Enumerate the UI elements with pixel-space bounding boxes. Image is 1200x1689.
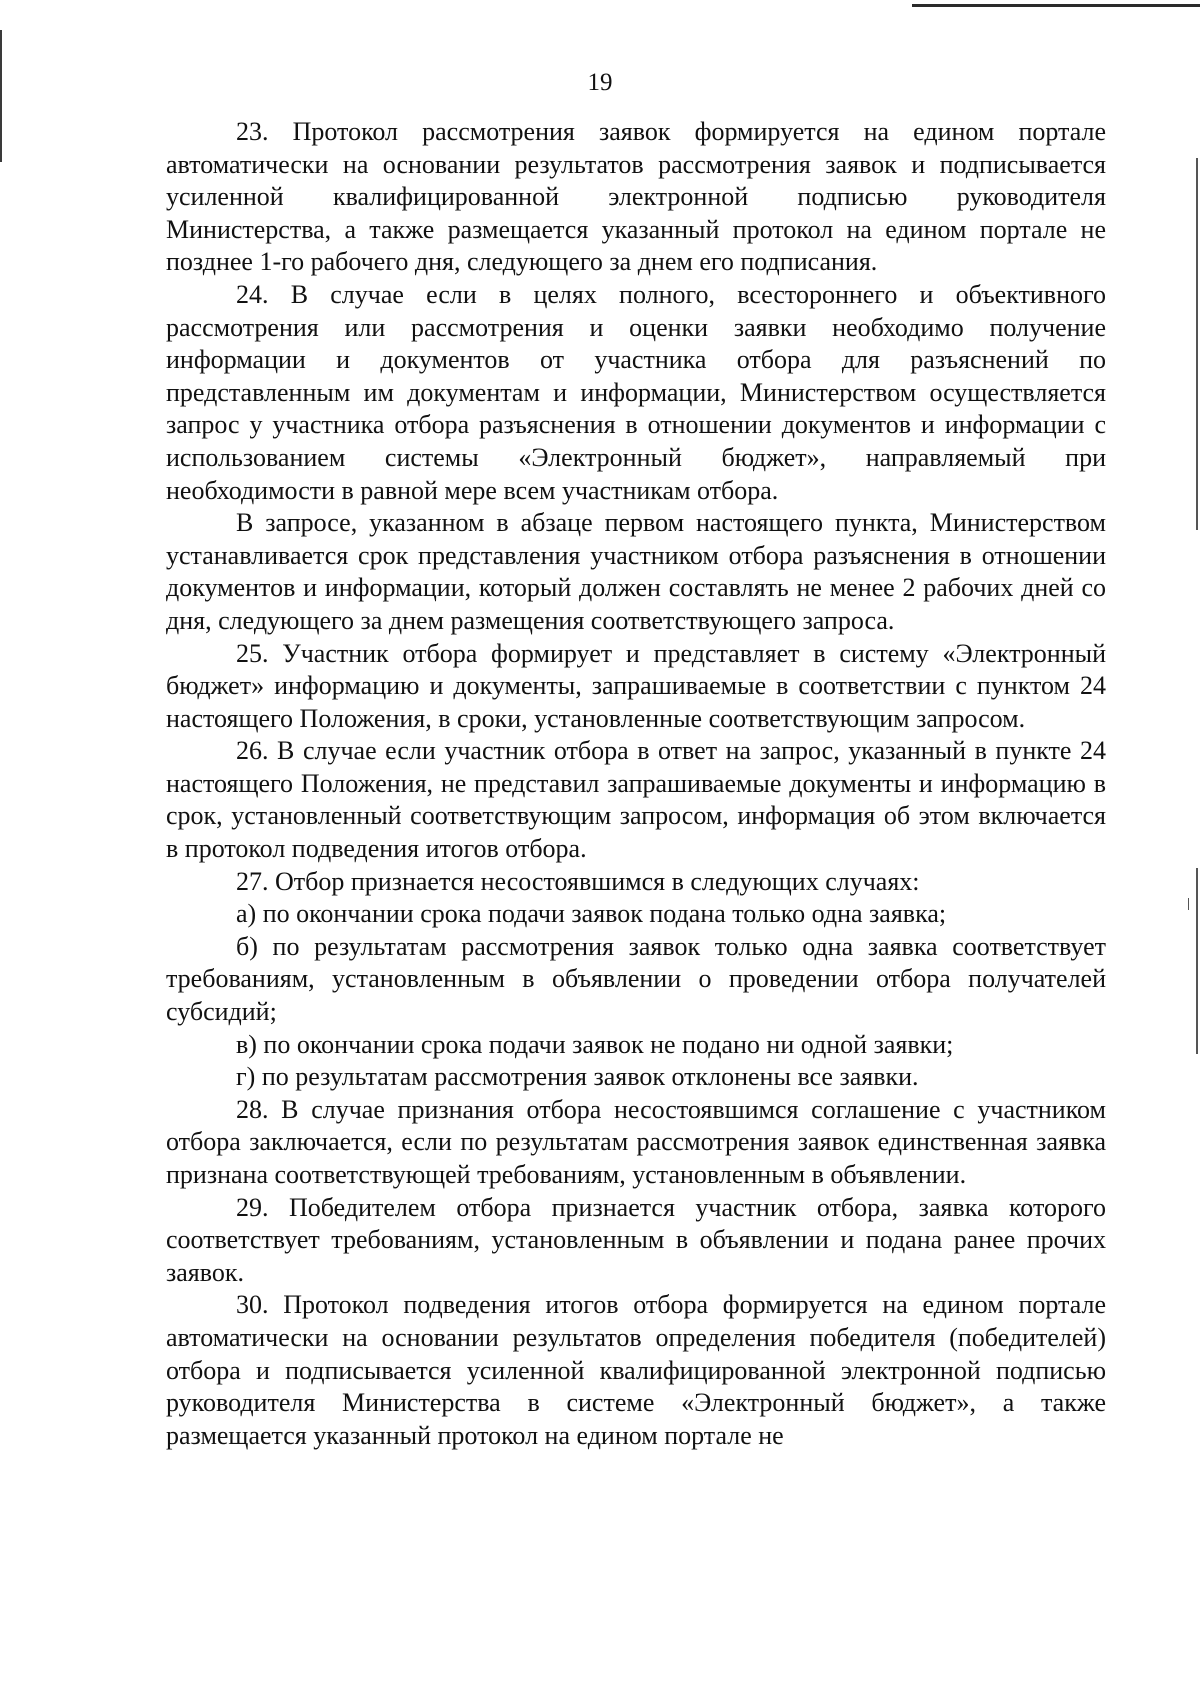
list-item-a: а) по окончании срока подачи заявок подана только одна заявка; <box>236 899 947 929</box>
paragraph-24: 24. В случае если в целях полного, всестороннего и объективного рассмотрения или рассмотрения и оценки заявки необходимо получение информации и документов от участника отбора для разъяснений по представленным им документам и информации, Министерством осуществляется запрос у участника отбора разъяснения в отношении документов и информации с использованием системы «Электронный бюджет», направляемый при необходимости в равной мере всем участникам отбора. <box>166 279 1106 505</box>
paragraph-28: 28. В случае признания отбора несостоявшимся соглашение с участником отбора заключается, если по результатам рассмотрения заявок единственная заявка признана соответствующей требованиям, установленным в объявлении. <box>166 1094 1106 1189</box>
paragraph-26: 26. В случае если участник отбора в ответ на запрос, указанный в пункте 24 настоящего Положения, не представил запрашиваемые документы и информацию в срок, установленный соответствующим запросом, информация об этом включается в протокол подведения итогов отбора. <box>166 736 1106 864</box>
list-item-g: г) по результатам рассмотрения заявок отклонены все заявки. <box>236 1062 919 1092</box>
scan-border-top <box>912 4 1200 7</box>
paragraph-25: 25. Участник отбора формирует и представляет в систему «Электронный бюджет» информацию и документы, запрашиваемые в соответствии с пунктом 24 настоящего Положения, в сроки, установленные соответствующим запросом. <box>166 638 1106 733</box>
page-number: 19 <box>587 69 613 96</box>
paragraph-23: 23. Протокол рассмотрения заявок формируется на едином портале автоматически на основании результатов рассмотрения заявок и подписывается усиленной квалифицированной электронной подписью руководителя Министерства, а также размещается указанный протокол на едином портале не позднее 1-го рабочего дня, следующего за днем его подписания. <box>166 117 1106 277</box>
scan-border-right-lower <box>1196 868 1198 1054</box>
document-body <box>166 116 1106 1452</box>
paragraph-24-request: В запросе, указанном в абзаце первом настоящего пункта, Министерством устанавливается срок представления участником отбора разъяснения в отношении документов и информации, который должен составлять не менее 2 рабочих дней со дня, следующего за днем размещения соответствующего запроса. <box>166 508 1106 635</box>
paragraph-27: 27. Отбор признается несостоявшимся в следующих случаях: <box>236 866 920 896</box>
scan-border-right-upper <box>1196 158 1198 530</box>
list-item-b: б) по результатам рассмотрения заявок только одна заявка соответствует требованиям, установленным в объявлении о проведении отбора получателей субсидий; <box>166 931 1106 1027</box>
paragraph-30: 30. Протокол подведения итогов отбора формируется на едином портале автоматически на основании результатов определения победителя (победителей) отбора и подписывается усиленной квалифицированной электронной подписью руководителя Министерства в системе «Электронный бюджет», а также размещается указанный протокол на едином портале не <box>166 1290 1106 1450</box>
scan-mark <box>1188 898 1189 910</box>
list-item-v: в) по окончании срока подачи заявок не подано ни одной заявки; <box>236 1029 954 1059</box>
paragraph-29: 29. Победителем отбора признается участник отбора, заявка которого соответствует требованиям, установленным в объявлении и подана ранее прочих заявок. <box>166 1192 1106 1287</box>
